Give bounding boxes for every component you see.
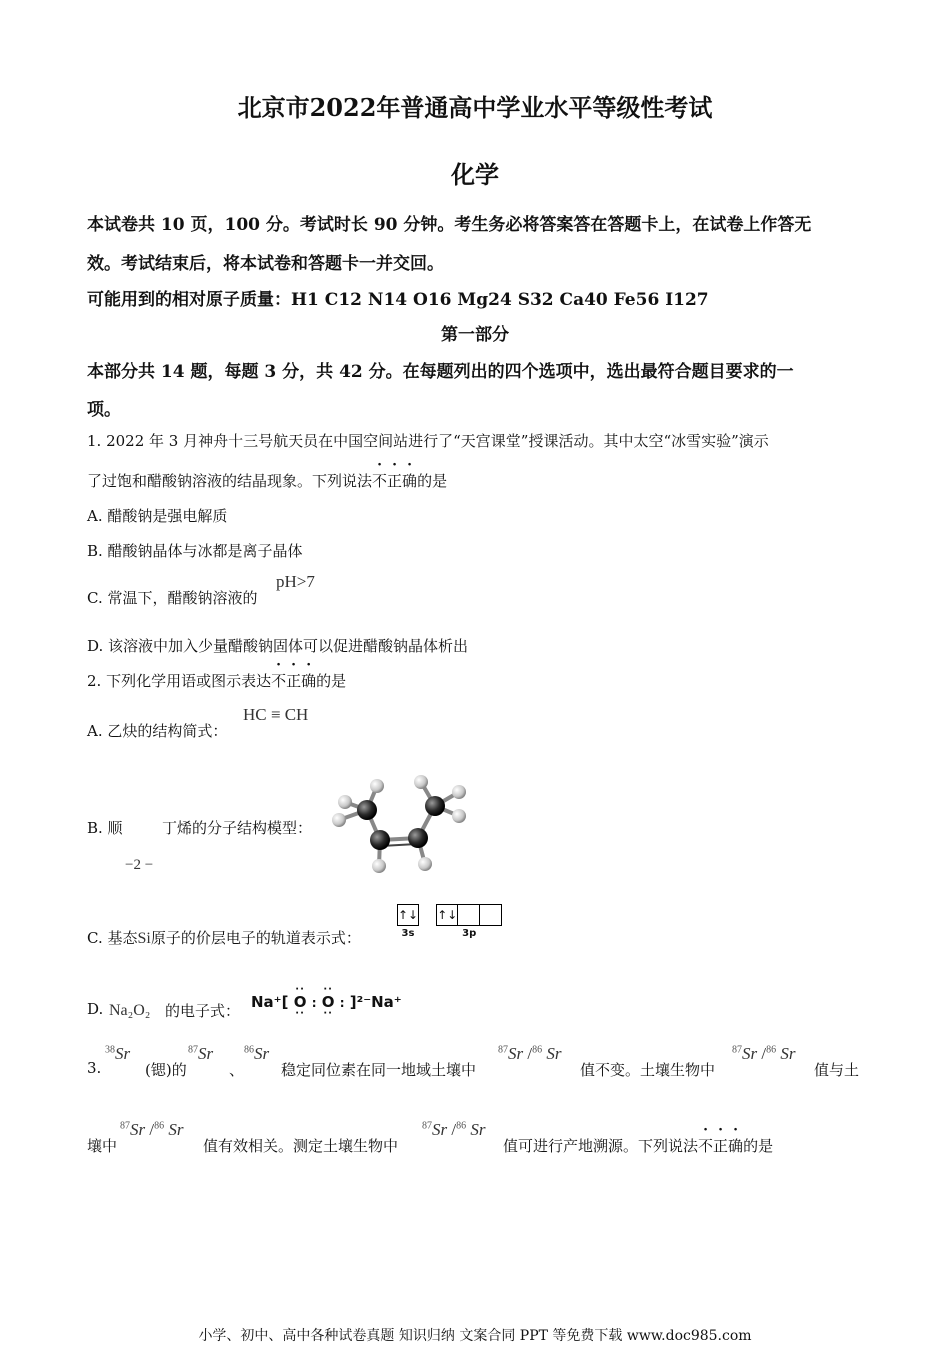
q3-text-3: 值不变。土壤生物中 — [580, 1061, 716, 1079]
part-instructions-1: 本部分共 14 题，每题 3 分，共 42 分。在每题列出的四个选项中，选出最符合题目要求的一 — [87, 362, 794, 382]
ratio-slash: / — [447, 1120, 457, 1139]
hydrogen-atom — [452, 809, 466, 823]
acetylene-formula: HC ≡ CH — [243, 705, 309, 724]
ratio-slash: / — [145, 1120, 155, 1139]
emphasis-char: 不 — [372, 472, 388, 490]
electron-formula-left: Na⁺[ — [251, 993, 289, 1011]
sr-ratio — [498, 1044, 561, 1064]
page-footer: 小学、初中、高中各种试卷真题 知识归纳 文案合同 PPT 等免费下载 www.doc985.com — [198, 1328, 752, 1344]
sr-symbol: Sr — [254, 1044, 270, 1063]
orbital-box — [480, 904, 502, 926]
hydrogen-atom — [418, 857, 432, 871]
q2-option-b-prefix: B. 顺 — [87, 819, 123, 837]
q2-stem-text-end: 的是 — [316, 672, 347, 690]
q3-separator: 、 — [229, 1061, 245, 1079]
q1-stem-line-2 — [87, 470, 447, 491]
sr-symbol: Sr — [546, 1044, 562, 1063]
q3-text-5: 壤中 — [87, 1137, 118, 1155]
sr-ratio — [422, 1120, 485, 1140]
oxygen-atom-2: ·· O ·· — [321, 984, 335, 1019]
mass-number: 87 — [188, 1044, 198, 1056]
intro-line-2: 效。考试结束后，将本试卷和答题卡一并交回。 — [87, 254, 444, 274]
q1-stem-line-1: 1. 2022 年 3 月神舟十三号航天员在中国空间站进行了“天宫课堂”授课活动。其中太空“冰雪实验”演示 — [87, 432, 769, 450]
q3-text-7-main: 值可进行产地溯源。下列说法 — [503, 1137, 699, 1155]
mass-number: 87 — [120, 1120, 130, 1132]
cis-2-butene-model — [325, 772, 475, 877]
q1-option-a: A. 醋酸钠是强电解质 — [87, 507, 228, 525]
sr-symbol: Sr — [115, 1044, 131, 1063]
q2-option-a: A. 乙炔的结构简式： — [87, 722, 228, 740]
orbital-box — [458, 904, 480, 926]
q2-option-c-prefix: C. 基态 — [87, 929, 138, 947]
q2-option-c-text: 原子的价层电子的轨道表示式： — [150, 929, 361, 947]
q3-text-4: 值与土 — [814, 1061, 860, 1079]
q2-stem-text: 2. 下列化学用语或图示表达 — [87, 672, 272, 690]
carbon-atom — [408, 828, 428, 848]
mass-number: 87 — [422, 1120, 432, 1132]
q2-option-b: 丁烯的分子结构模型： — [162, 819, 313, 837]
oxygen-symbol: O — [321, 993, 335, 1011]
q3-text-7 — [503, 1135, 773, 1156]
q1-stem-text: 了过饱和醋酸钠溶液的结晶现象。下列说法 — [87, 472, 373, 490]
orbital-box: ↑↓ — [436, 904, 458, 926]
atomic-number: 38 — [105, 1044, 115, 1056]
emphasis-char: 正 — [713, 1137, 729, 1155]
oxygen-atom-1: ·· O ·· — [293, 984, 307, 1019]
orbital-label-3s: 3s — [401, 928, 415, 939]
sr-87-notation — [188, 1044, 213, 1064]
sr-symbol: Sr — [780, 1044, 796, 1063]
emphasis-char: 不 — [271, 672, 287, 690]
mass-number: 86 — [456, 1120, 467, 1132]
sr-38-notation — [105, 1044, 130, 1064]
q2-option-d-prefix: D. — [87, 1000, 104, 1018]
hydrogen-atom — [414, 775, 428, 789]
sr-symbol: Sr — [470, 1120, 486, 1139]
orbital-label-3p: 3p — [462, 928, 477, 939]
part-title: 第一部分 — [441, 325, 509, 345]
ratio-slash: / — [523, 1044, 533, 1063]
orbital-box: ↑↓ — [397, 904, 419, 926]
silicon-symbol: Si — [137, 930, 151, 947]
part-instructions-2: 项。 — [87, 400, 121, 420]
sr-ratio — [120, 1120, 183, 1140]
hydrogen-atom — [452, 785, 466, 799]
mass-number: 87 — [732, 1044, 742, 1056]
subject-title: 化学 — [451, 160, 499, 189]
q3-text-end: 的是 — [743, 1137, 774, 1155]
hydrogen-atom — [332, 813, 346, 827]
orbital-3s — [397, 904, 419, 939]
sr-symbol: Sr — [168, 1120, 184, 1139]
sodium-peroxide-formula: Na₂O₂ — [109, 1002, 151, 1019]
q2-option-d-text: 的电子式： — [165, 1002, 241, 1020]
sr-86-notation — [244, 1044, 269, 1064]
mass-number: 86 — [154, 1120, 165, 1132]
emphasis-char: 正 — [286, 672, 302, 690]
q1-option-b: B. 醋酸钠晶体与冰都是离子晶体 — [87, 542, 303, 560]
hydrogen-atom — [370, 779, 384, 793]
electron-formula: Na⁺[ ·· O ·· : ·· O ·· : ]²⁻Na⁺ — [251, 984, 402, 1019]
mass-number: 86 — [244, 1044, 254, 1056]
q3-text-1: (锶)的 — [145, 1061, 187, 1079]
sr-symbol: Sr — [198, 1044, 214, 1063]
q1-stem-text-end: 的是 — [417, 472, 448, 490]
hydrogen-atom — [372, 859, 386, 873]
emphasis-char: 正 — [387, 472, 403, 490]
butene-prefix: −2 − — [125, 857, 154, 873]
sr-symbol: Sr — [508, 1044, 524, 1063]
oxygen-symbol: O — [293, 993, 307, 1011]
ph-expression: pH>7 — [276, 572, 315, 591]
q3-text-2: 稳定同位素在同一地域土壤中 — [281, 1061, 477, 1079]
mass-number: 87 — [498, 1044, 508, 1056]
q3-text-6: 值有效相关。测定土壤生物中 — [203, 1137, 399, 1155]
orbital-3p — [436, 904, 502, 939]
q2-option-c — [87, 927, 361, 948]
electron-formula-right: ]²⁻Na⁺ — [349, 993, 402, 1011]
hydrogen-atom — [338, 795, 352, 809]
q3-number: 3. — [87, 1059, 102, 1077]
atomic-masses: 可能用到的相对原子质量：H1 C12 N14 O16 Mg24 S32 Ca40 Fe56 I127 — [87, 290, 709, 310]
orbital-diagram — [397, 904, 502, 939]
ratio-slash: / — [757, 1044, 767, 1063]
carbon-atom — [425, 796, 445, 816]
emphasis-char: 不 — [698, 1137, 714, 1155]
emphasis-char: 确 — [402, 472, 418, 490]
emphasis-char: 确 — [728, 1137, 744, 1155]
emphasis-char: 确 — [301, 672, 317, 690]
sr-ratio — [732, 1044, 795, 1064]
q1-option-d: D. 该溶液中加入少量醋酸钠固体可以促进醋酸钠晶体析出 — [87, 637, 469, 655]
mass-number: 86 — [766, 1044, 777, 1056]
mass-number: 86 — [532, 1044, 543, 1056]
q1-option-c — [87, 587, 257, 608]
exam-title: 北京市2022年普通高中学业水平等级性考试 — [237, 93, 713, 122]
q2-stem — [87, 670, 346, 691]
intro-line-1: 本试卷共 10 页，100 分。考试时长 90 分钟。考生务必将答案答在答题卡上，在试卷上作答无 — [87, 215, 812, 235]
carbon-atom — [357, 800, 377, 820]
sr-symbol: Sr — [432, 1120, 448, 1139]
carbon-atom — [370, 830, 390, 850]
sr-symbol: Sr — [130, 1120, 146, 1139]
sr-symbol: Sr — [742, 1044, 758, 1063]
q1-option-c-text: C. 常温下，醋酸钠溶液的 — [87, 589, 258, 607]
